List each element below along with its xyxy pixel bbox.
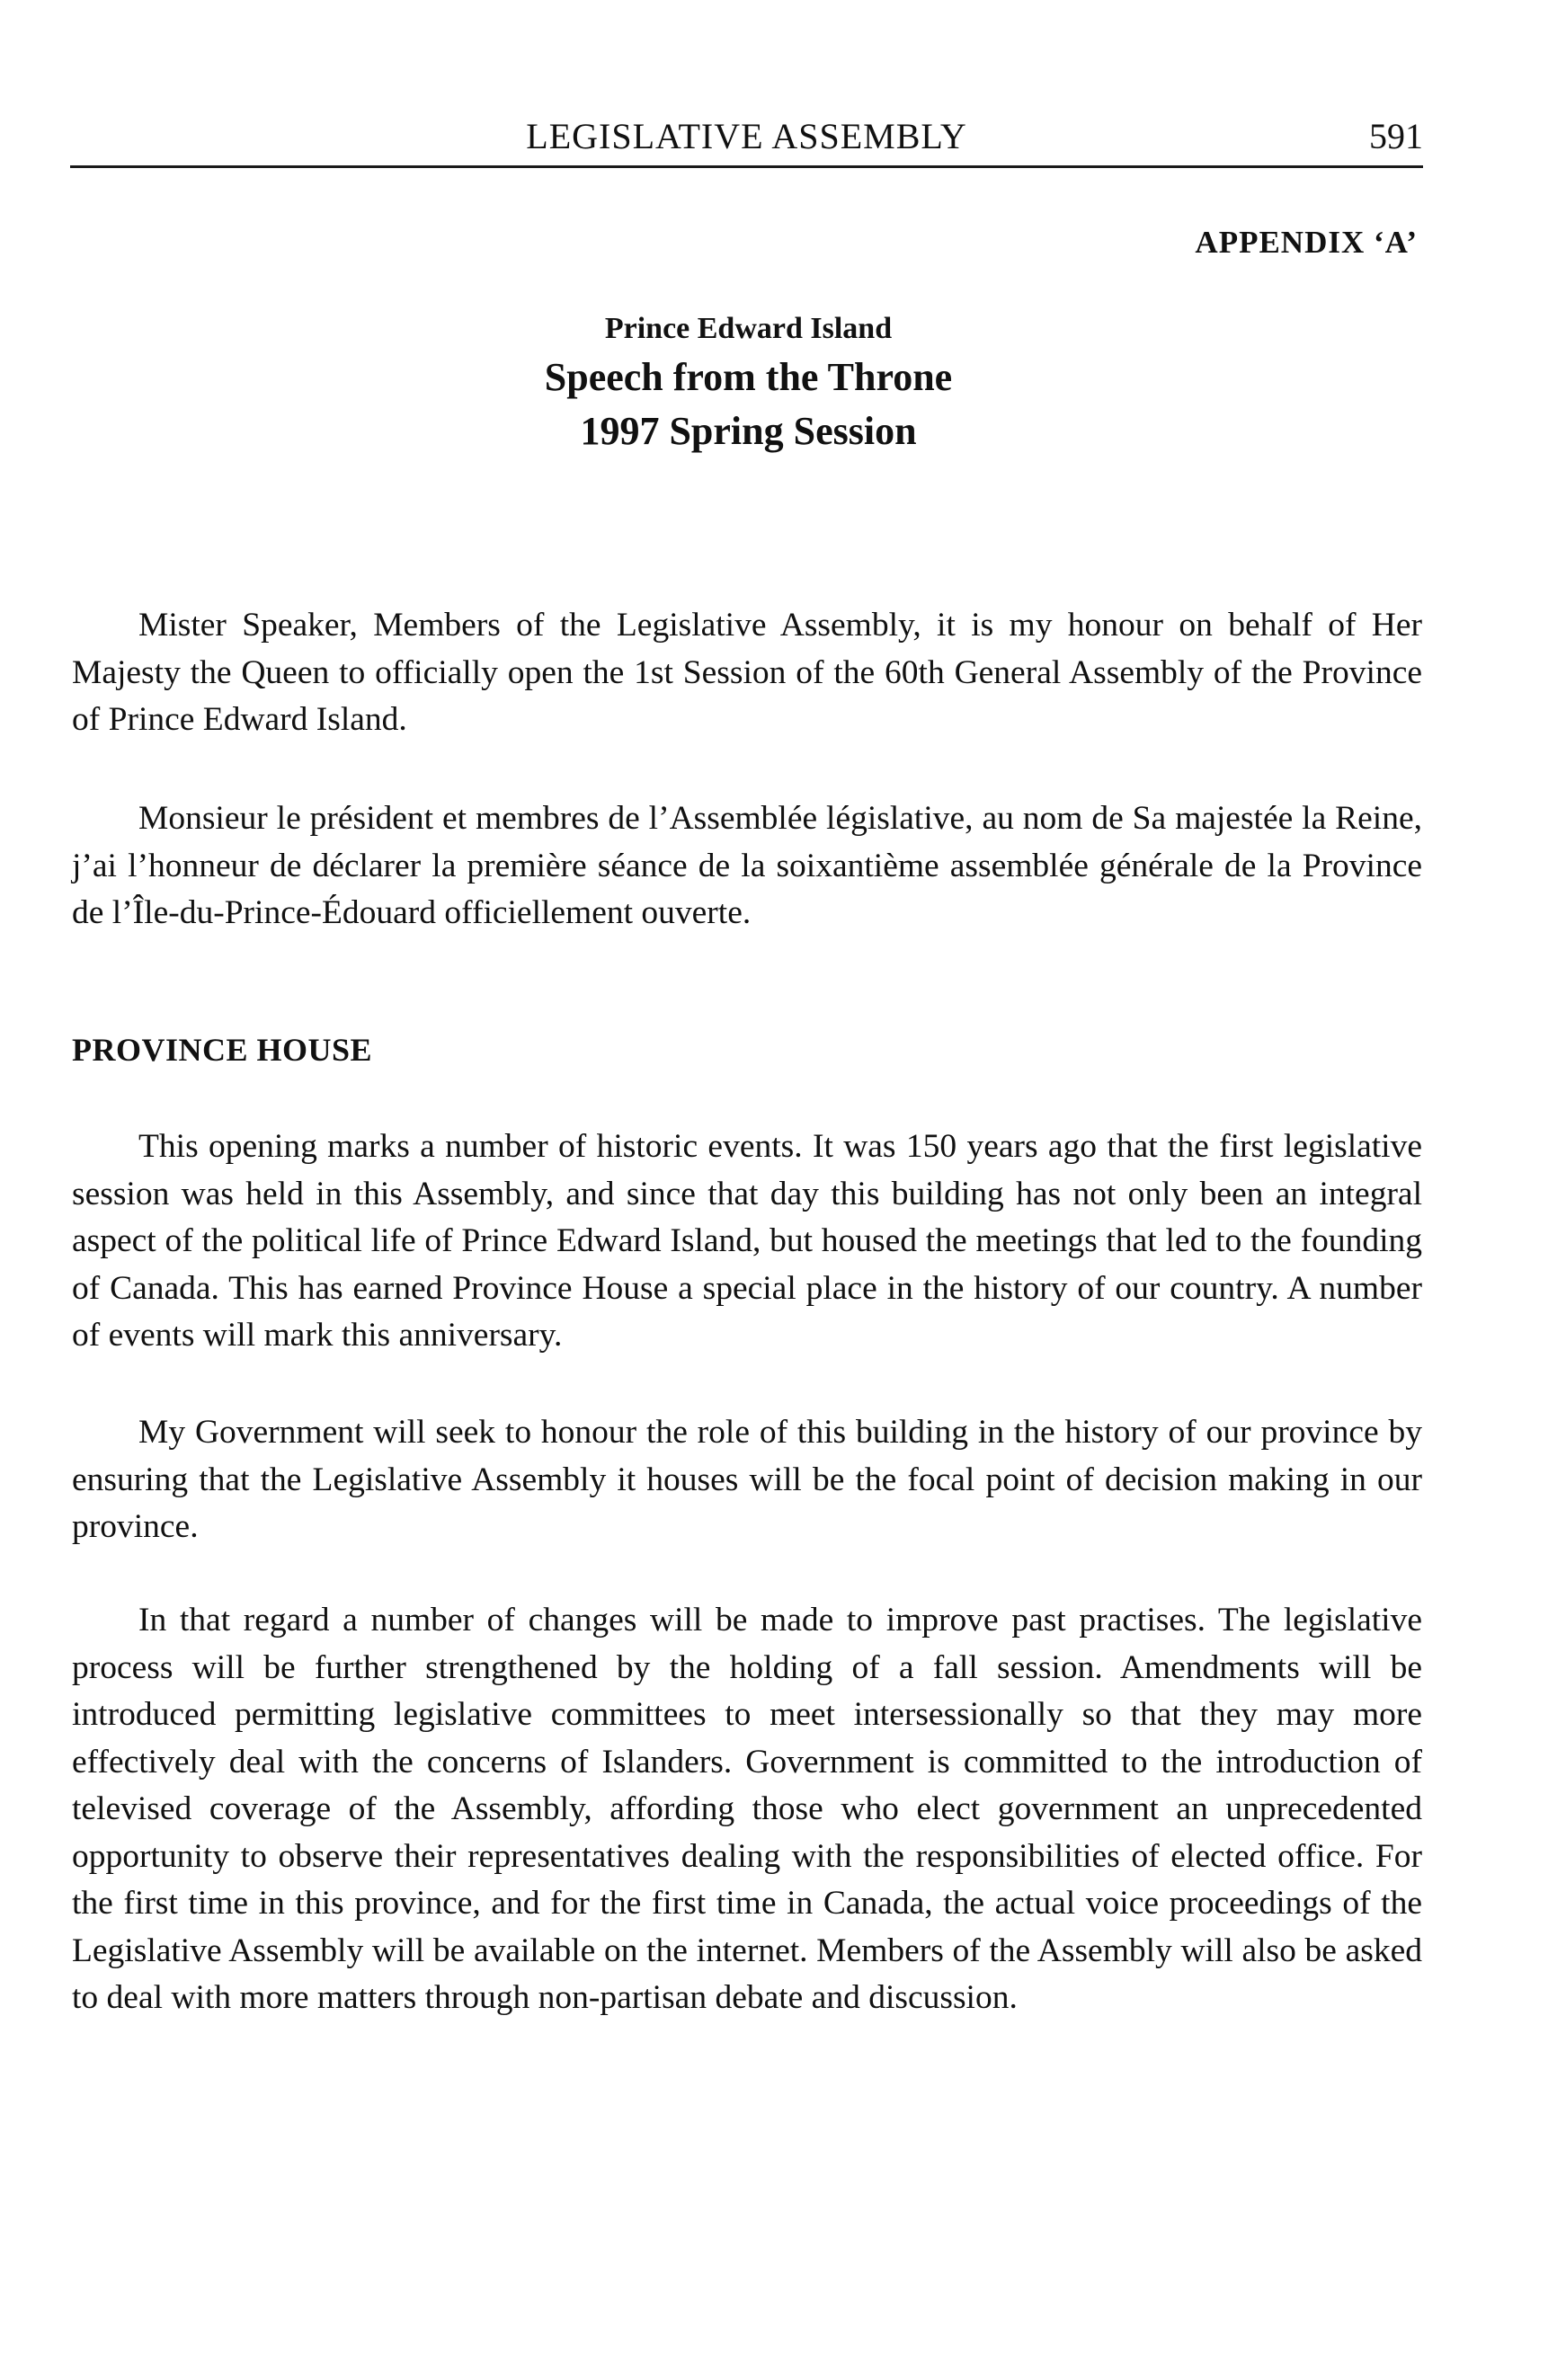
title-session: 1997 Spring Session [580, 409, 917, 453]
title-block [0, 307, 1497, 458]
title-province: Prince Edward Island [604, 312, 893, 345]
title-speech: Speech from the Throne [544, 355, 953, 399]
page-number: 591 [1369, 116, 1423, 156]
paragraph-province-house-1: This opening marks a number of historic events. It was 150 years ago that the first legislative session was held in this Assembly, and since that day this building has not only been an integral aspect of the political life of Prince Edward Island, but housed the meetings that led to the founding of Canada. This has earned Province House a special place in the history of our country. A number of events will mark this anniversary. [72, 1128, 1422, 1354]
paragraph-province-house-3: In that regard a number of changes will be made to improve past practises. The legislative process will be further strengthened by the holding of a fall session. Amendments will be introduced permitting legislative committees to meet intersessionally so that they may more effectively deal with the concerns of Islanders. Government is committed to the introduction of televised coverage of the Assembly, affording those who elect government an unprecedented opportunity to observe their representatives dealing with the responsibilities of elected office. For the first time in this province, and for the first time in Canada, the actual voice proceedings of the Legislative Assembly will be available on the internet. Members of the Assembly will also be asked to deal with more matters through non-partisan debate and discussion. [72, 1602, 1422, 2016]
paragraph-opening-english: Mister Speaker, Members of the Legislative Assembly, it is my honour on behalf of Her Majesty the Queen to officially open the 1st Session of the 60th General Assembly of the Province of Prince Edward Island. [72, 607, 1422, 738]
running-title: LEGISLATIVE ASSEMBLY [526, 116, 967, 156]
running-header [70, 110, 1423, 168]
paragraph-province-house-2: My Government will seek to honour the role of this building in the history of our province by ensuring that the Legislative Assembly it houses will be the focal point of decision making in our province. [72, 1414, 1422, 1545]
section-heading: PROVINCE HOUSE [72, 1032, 373, 1068]
appendix-label: APPENDIX ‘A’ [1195, 225, 1418, 260]
paragraph-opening-french: Monsieur le président et membres de l’Assemblée législative, au nom de Sa majestée la Reine, j’ai l’honneur de déclarer la première séance de la soixantième assemblée générale de la Province de l’Île-du-Prince-Édouard officiellement ouverte. [72, 800, 1422, 931]
